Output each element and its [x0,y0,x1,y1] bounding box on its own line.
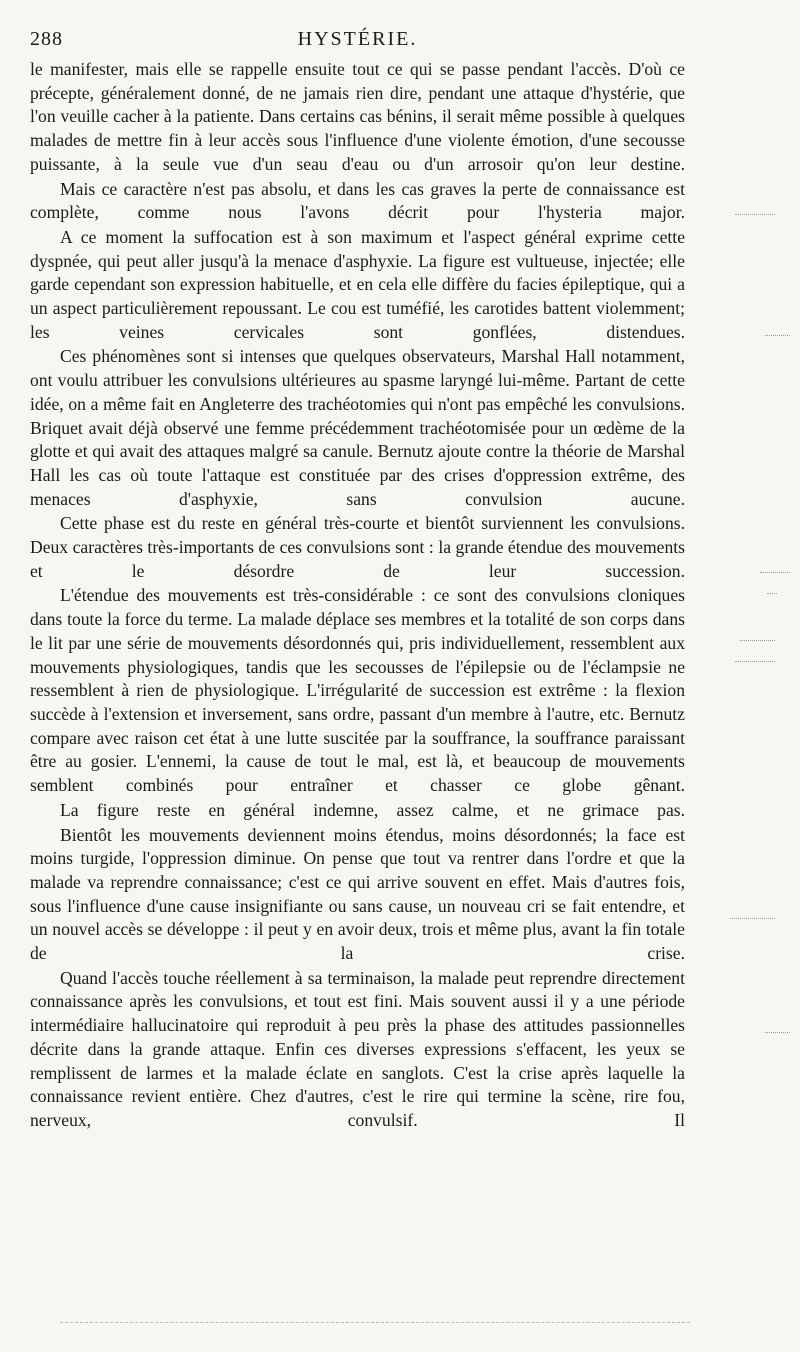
margin-mark [767,593,777,595]
paragraph: A ce moment la suffocation est à son maximum et l'aspect général exprime cette dyspnée, qui peut aller jusqu'à la menace d'asphyxie. La figure est vultueuse, injectée; elle garde cependant son expression habituelle, et en cela elle diffère du facies épileptique, qui a un aspect particulièrement repoussant. Le cou est tuméfié, les carotides battent violemment; les veines cervicales sont gonflées, distendues. [30,226,685,342]
paragraph: Mais ce caractère n'est pas absolu, et dans les cas graves la perte de connaissance est complète, comme nous l'avons décrit pour l'hysteria major. [30,178,685,223]
margin-mark [735,661,775,663]
page-header [30,28,685,52]
paragraph: La figure reste en général indemne, assez calme, et ne grimace pas. [60,799,685,820]
margin-mark [765,1032,790,1034]
paragraph-continued: le manifester, mais elle se rappelle ensuite tout ce qui se passe pendant l'accès. D'où ce précepte, généralement donné, de ne jamais rien dire, pendant une attaque d'hystérie, que l'on veuille cacher à la patiente. Dans certains cas bénins, il serait même possible à quelques malades de mettre fin à leur accès sous l'influence d'une violente émotion, d'une secousse puissante, à la seule vue d'un seau d'eau ou d'un arrosoir qu'on leur destine. [30,59,685,174]
page-number: 288 [30,28,63,50]
margin-bleed-through [725,0,795,1352]
paragraph: Quand l'accès touche réellement à sa terminaison, la malade peut reprendre directement connaissance après les convulsions, et tout est fini. Mais souvent aussi il y a une période intermédiaire hallucinatoire qui reproduit à peu près la phase des attitudes passionnelles décrite dans la grande attaque. Enfin ces diverses expressions s'effacent, les yeux se remplissent de larmes et la malade éclate en sanglots. C'est la crise après laquelle la connaissance revient entière. Chez d'autres, c'est le rire qui termine la scène, rire fou, nerveux, convulsif. Il [30,967,685,1130]
running-title: HYSTÉRIE. [297,28,418,50]
paragraph: Cette phase est du reste en général très-courte et bientôt surviennent les convulsions. Deux caractères très-importants de ces convulsions sont : la grande étendue des mouvements et le désordre de leur succession. [30,513,685,581]
margin-mark [760,572,790,574]
bottom-bleed-through [60,1322,690,1324]
margin-mark [765,335,790,337]
body-text [30,58,685,1133]
paragraph: Ces phénomènes sont si intenses que quelques observateurs, Marshal Hall notamment, ont voulu attribuer les convulsions ultérieures au spasme laryngé lui-même. Partant de cette idée, on a même fait en Angleterre des trachéotomies qui n'ont pas empêché les convulsions. Briquet avait déjà observé une femme précédemment trachéotomisée pour un œdème de la glotte et qui avait des attaques malgré sa canule. Bernutz ajoute contre la théorie de Marshal Hall les cas où toute l'attaque est constituée par des crises d'oppression extrême, des menaces d'asphyxie, sans convulsion aucune. [30,346,685,509]
margin-mark [730,918,775,920]
margin-mark [735,214,775,216]
margin-mark [740,640,775,642]
paragraph: L'étendue des mouvements est très-considérable : ce sont des convulsions cloniques dans toute la force du terme. La malade déplace ses membres et la totalité de son corps dans le lit par une série de mouvements désordonnés qui, pris individuellement, ressemblent aux mouvements physiologiques, tandis que les secousses de l'épilepsie ou de l'éclampsie ne ressemblent à rien de physiologique. L'irrégularité de succession est extrême : la flexion succède à l'extension et inversement, sans ordre, passant d'un membre à l'autre, etc. Bernutz compare avec raison cet état à une lutte suscitée par la souffrance, la souffrance paraissant être au gosier. L'ennemi, la cause de tout le mal, est là, et beaucoup de mouvements semblent combinés pour entraîner et chasser ce globe gênant. [30,585,685,796]
paragraph: Bientôt les mouvements deviennent moins étendus, moins désordonnés; la face est moins turgide, l'oppression diminue. On pense que tout va rentrer dans l'ordre et que la malade va reprendre connaissance; c'est ce qui arrive souvent en effet. Mais d'autres fois, sous l'influence d'une cause insignifiante ou sans cause, un nouveau cri se fait entendre, et un nouvel accès se développe : il peut y en avoir deux, trois et même plus, avant la fin totale de la crise. [30,824,685,964]
